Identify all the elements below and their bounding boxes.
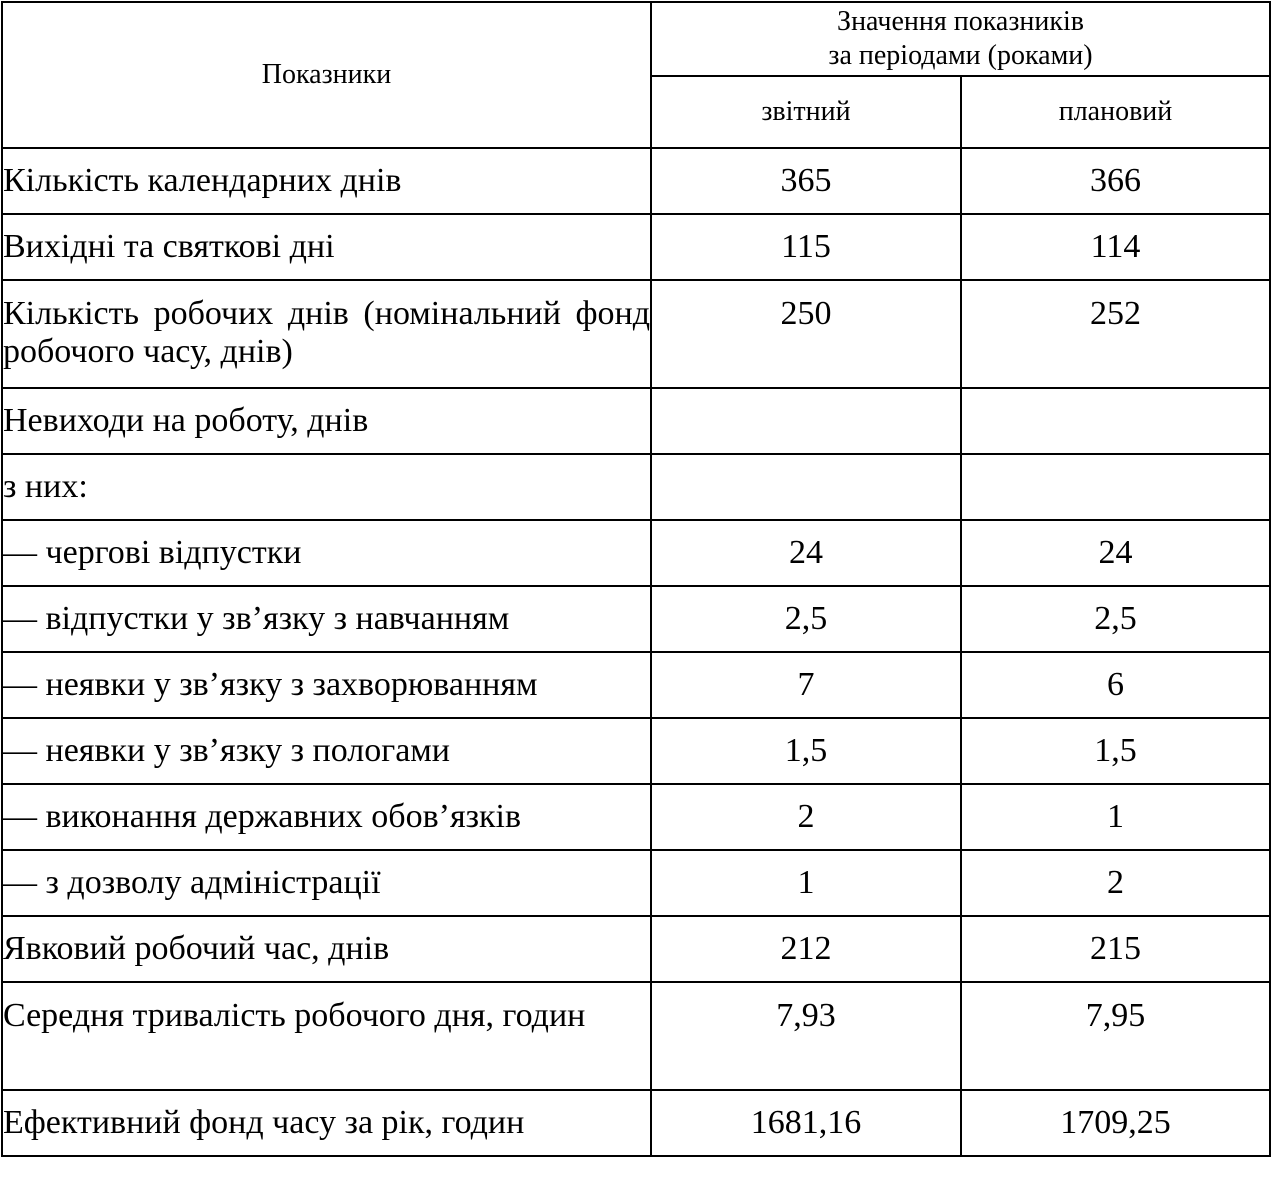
table-row [2,1090,1270,1156]
row-planned-value: 252 [961,280,1270,388]
row-label: з них: [2,454,651,520]
table-row [2,280,1270,388]
table-row [2,718,1270,784]
table-row [2,148,1270,214]
row-reporting-value: 115 [651,214,961,280]
row-label: Невиходи на роботу, днів [2,388,651,454]
header-values-group [651,2,1270,76]
row-planned-value: 24 [961,520,1270,586]
table-row [2,214,1270,280]
row-label: — з дозволу адміністрації [2,850,651,916]
table-row [2,916,1270,982]
row-label: Середня тривалість робочого дня, годин [2,982,651,1090]
table-row [2,586,1270,652]
row-label: — чергові відпустки [2,520,651,586]
row-reporting-value: 1681,16 [651,1090,961,1156]
row-reporting-value: 24 [651,520,961,586]
table-row [2,388,1270,454]
row-planned-value: 2 [961,850,1270,916]
row-label: Вихідні та святкові дні [2,214,651,280]
row-planned-value: 114 [961,214,1270,280]
row-planned-value [961,454,1270,520]
working-time-table [1,1,1271,1157]
table-row [2,784,1270,850]
row-planned-value: 2,5 [961,586,1270,652]
table-row [2,982,1270,1090]
row-reporting-value: 365 [651,148,961,214]
row-label: — неявки у зв’язку з захворюванням [2,652,651,718]
row-planned-value: 6 [961,652,1270,718]
row-reporting-value: 212 [651,916,961,982]
row-reporting-value: 2,5 [651,586,961,652]
row-label: Ефективний фонд часу за рік, годин [2,1090,651,1156]
row-label: Явковий робочий час, днів [2,916,651,982]
row-label: Кількість робочих днів (номінальний фонд робочого часу, днів) [2,280,651,388]
row-planned-value: 1,5 [961,718,1270,784]
row-reporting-value: 2 [651,784,961,850]
row-reporting-value: 1,5 [651,718,961,784]
row-label: Кількість календарних днів [2,148,651,214]
row-planned-value: 366 [961,148,1270,214]
row-planned-value: 7,95 [961,982,1270,1090]
header-reporting: звітний [651,76,961,148]
header-values-line1: Значення показників [837,6,1084,37]
row-reporting-value [651,388,961,454]
header-values-line2: за періодами (роками) [828,40,1093,71]
row-planned-value: 215 [961,916,1270,982]
row-reporting-value: 7,93 [651,982,961,1090]
row-reporting-value: 250 [651,280,961,388]
table-row [2,454,1270,520]
row-reporting-value: 7 [651,652,961,718]
row-planned-value: 1709,25 [961,1090,1270,1156]
row-reporting-value: 1 [651,850,961,916]
row-planned-value: 1 [961,784,1270,850]
header-indicators: Показники [2,2,651,148]
table-row [2,652,1270,718]
header-planned: плановий [961,76,1270,148]
row-label: — виконання державних обов’язків [2,784,651,850]
row-label: — відпустки у зв’язку з навчанням [2,586,651,652]
table-row [2,520,1270,586]
row-label: — неявки у зв’язку з пологами [2,718,651,784]
table-row [2,850,1270,916]
row-reporting-value [651,454,961,520]
row-planned-value [961,388,1270,454]
